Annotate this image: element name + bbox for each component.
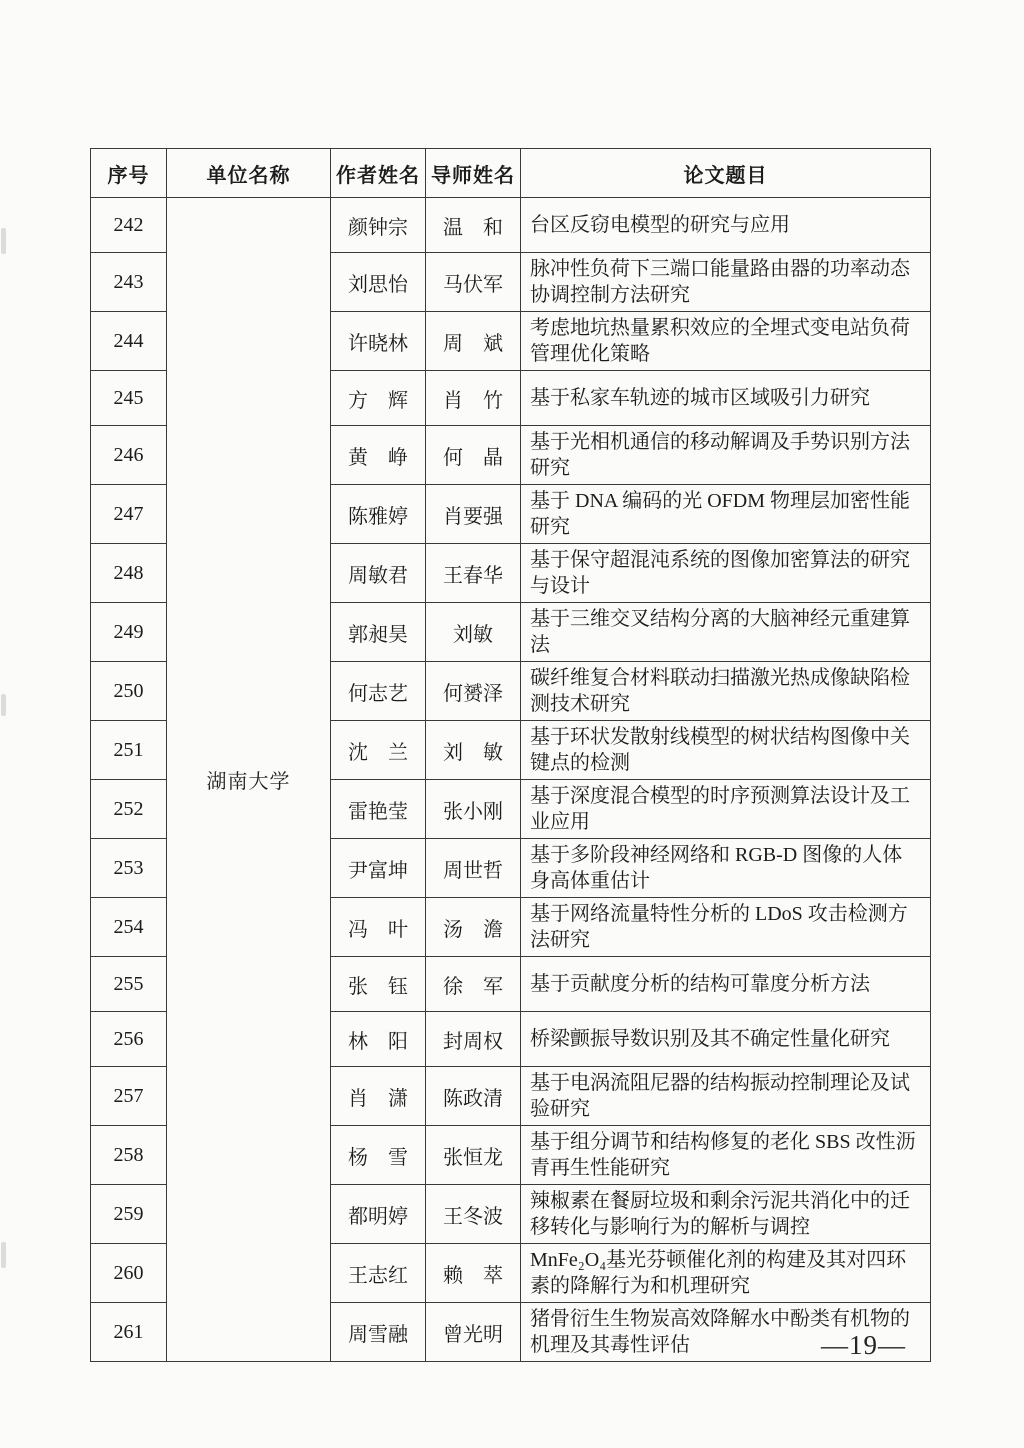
advisor-cell: 王冬波: [426, 1185, 521, 1244]
advisor-cell: 何 晶: [426, 426, 521, 485]
page-number: —19—: [821, 1330, 906, 1360]
title-cell: 猪骨衍生生物炭高效降解水中酚类有机物的机理及其毒性评估: [521, 1303, 931, 1362]
title-cell: 基于组分调节和结构修复的老化 SBS 改性沥青再生性能研究: [521, 1126, 931, 1185]
advisor-cell: 周 斌: [426, 312, 521, 371]
author-cell: 王志红: [331, 1244, 426, 1303]
author-cell: 方 辉: [331, 371, 426, 426]
table-body: [91, 198, 931, 1362]
serial-cell: 246: [91, 426, 167, 485]
author-cell: 肖 潇: [331, 1067, 426, 1126]
advisor-cell: 刘敏: [426, 603, 521, 662]
title-cell: 基于网络流量特性分析的 LDoS 攻击检测方法研究: [521, 898, 931, 957]
author-cell: 尹富坤: [331, 839, 426, 898]
title-cell: MnFe₂O₄基光芬顿催化剂的构建及其对四环素的降解行为和机理研究: [521, 1244, 931, 1303]
advisor-cell: 王春华: [426, 544, 521, 603]
author-cell: 许晓林: [331, 312, 426, 371]
title-cell: 考虑地坑热量累积效应的全埋式变电站负荷管理优化策略: [521, 312, 931, 371]
serial-cell: 258: [91, 1126, 167, 1185]
header-advisor: 导师姓名: [426, 149, 521, 198]
table-header-row: [91, 149, 931, 198]
title-cell: 脉冲性负荷下三端口能量路由器的功率动态协调控制方法研究: [521, 253, 931, 312]
header-serial: 序号: [91, 149, 167, 198]
header-institution: 单位名称: [167, 149, 331, 198]
serial-cell: 257: [91, 1067, 167, 1126]
author-cell: 雷艳莹: [331, 780, 426, 839]
advisor-cell: 张小刚: [426, 780, 521, 839]
title-cell: 基于电涡流阻尼器的结构振动控制理论及试验研究: [521, 1067, 931, 1126]
advisor-cell: 马伏军: [426, 253, 521, 312]
title-cell: 基于环状发散射线模型的树状结构图像中关键点的检测: [521, 721, 931, 780]
author-cell: 何志艺: [331, 662, 426, 721]
advisor-cell: 肖 竹: [426, 371, 521, 426]
advisor-cell: 封周权: [426, 1012, 521, 1067]
advisor-cell: 何赟泽: [426, 662, 521, 721]
title-cell: 基于保守超混沌系统的图像加密算法的研究与设计: [521, 544, 931, 603]
advisor-cell: 徐 军: [426, 957, 521, 1012]
serial-cell: 261: [91, 1303, 167, 1362]
author-cell: 黄 峥: [331, 426, 426, 485]
table-row: [91, 198, 931, 253]
advisor-cell: 肖要强: [426, 485, 521, 544]
serial-cell: 244: [91, 312, 167, 371]
author-cell: 沈 兰: [331, 721, 426, 780]
scan-artifact: [1, 228, 6, 254]
advisor-cell: 曾光明: [426, 1303, 521, 1362]
author-cell: 刘思怡: [331, 253, 426, 312]
serial-cell: 245: [91, 371, 167, 426]
title-cell: 基于多阶段神经网络和 RGB-D 图像的人体身高体重估计: [521, 839, 931, 898]
serial-cell: 249: [91, 603, 167, 662]
serial-cell: 247: [91, 485, 167, 544]
title-cell: 基于 DNA 编码的光 OFDM 物理层加密性能研究: [521, 485, 931, 544]
title-cell: 辣椒素在餐厨垃圾和剩余污泥共消化中的迁移转化与影响行为的解析与调控: [521, 1185, 931, 1244]
thesis-table: [90, 148, 931, 1362]
title-cell: 基于贡献度分析的结构可靠度分析方法: [521, 957, 931, 1012]
author-cell: 都明婷: [331, 1185, 426, 1244]
title-cell: 碳纤维复合材料联动扫描激光热成像缺陷检测技术研究: [521, 662, 931, 721]
scan-artifact: [1, 1242, 6, 1268]
author-cell: 杨 雪: [331, 1126, 426, 1185]
serial-cell: 256: [91, 1012, 167, 1067]
serial-cell: 248: [91, 544, 167, 603]
author-cell: 郭昶昊: [331, 603, 426, 662]
header-title: 论文题目: [521, 149, 931, 198]
serial-cell: 255: [91, 957, 167, 1012]
title-cell: 基于私家车轨迹的城市区域吸引力研究: [521, 371, 931, 426]
institution-cell: 湖南大学: [167, 198, 331, 1362]
advisor-cell: 张恒龙: [426, 1126, 521, 1185]
serial-cell: 252: [91, 780, 167, 839]
advisor-cell: 赖 萃: [426, 1244, 521, 1303]
author-cell: 周雪融: [331, 1303, 426, 1362]
serial-cell: 242: [91, 198, 167, 253]
scan-artifact: [1, 694, 6, 716]
serial-cell: 251: [91, 721, 167, 780]
serial-cell: 260: [91, 1244, 167, 1303]
advisor-cell: 汤 澹: [426, 898, 521, 957]
serial-cell: 253: [91, 839, 167, 898]
author-cell: 林 阳: [331, 1012, 426, 1067]
author-cell: 颜钟宗: [331, 198, 426, 253]
advisor-cell: 陈政清: [426, 1067, 521, 1126]
serial-cell: 250: [91, 662, 167, 721]
serial-cell: 254: [91, 898, 167, 957]
serial-cell: 259: [91, 1185, 167, 1244]
author-cell: 张 钰: [331, 957, 426, 1012]
title-cell: 桥梁颤振导数识别及其不确定性量化研究: [521, 1012, 931, 1067]
author-cell: 周敏君: [331, 544, 426, 603]
title-cell: 基于三维交叉结构分离的大脑神经元重建算法: [521, 603, 931, 662]
title-cell: 基于光相机通信的移动解调及手势识别方法研究: [521, 426, 931, 485]
author-cell: 陈雅婷: [331, 485, 426, 544]
header-author: 作者姓名: [331, 149, 426, 198]
title-cell: 基于深度混合模型的时序预测算法设计及工业应用: [521, 780, 931, 839]
serial-cell: 243: [91, 253, 167, 312]
advisor-cell: 温 和: [426, 198, 521, 253]
advisor-cell: 刘 敏: [426, 721, 521, 780]
title-cell: 台区反窃电模型的研究与应用: [521, 198, 931, 253]
author-cell: 冯 叶: [331, 898, 426, 957]
advisor-cell: 周世哲: [426, 839, 521, 898]
